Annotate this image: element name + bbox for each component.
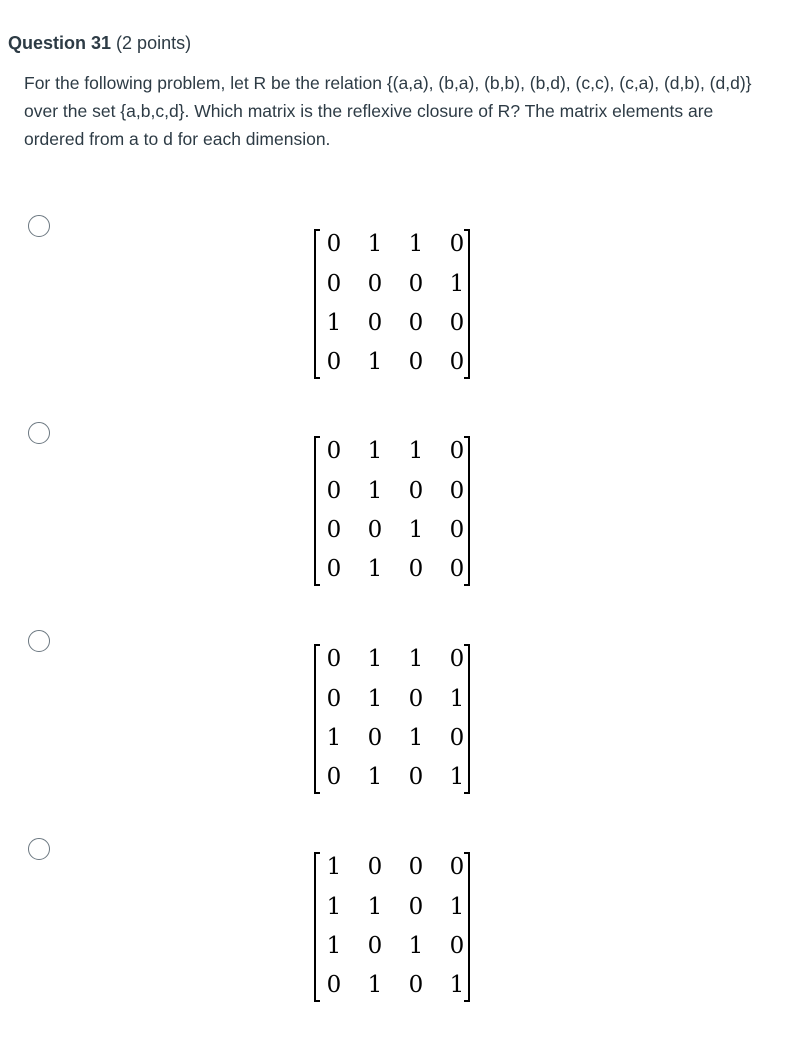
matrix-cell: 1 [408, 725, 424, 751]
matrix-cell: 1 [367, 438, 383, 464]
matrix-cell: 0 [408, 854, 424, 880]
answer-option[interactable] [0, 630, 797, 800]
matrix-cell: 0 [326, 972, 342, 998]
matrix-cell: 0 [449, 646, 465, 672]
matrix-cell: 0 [408, 478, 424, 504]
question-number: Question 31 [8, 33, 112, 53]
matrix-cell: 0 [408, 972, 424, 998]
matrix-left-bracket [314, 644, 320, 794]
matrix-cell: 1 [408, 646, 424, 672]
question-header [8, 31, 191, 55]
matrix-cell: 0 [367, 854, 383, 880]
matrix-cell: 1 [326, 933, 342, 959]
matrix-cell: 0 [449, 231, 465, 257]
question-text: For the following problem, let R be the relation {(a,a), (b,a), (b,b), (b,d), (c,c), (c,a), (d,b), (d,d)} over the set {a,b,c,d}. Which matrix is the reflexive closure of R? The matrix elements are ordered from a to d for each dimension. [24, 73, 752, 149]
answer-matrix [314, 644, 470, 796]
answer-radio-button[interactable] [28, 215, 50, 237]
matrix-left-bracket [314, 852, 320, 1002]
matrix-cell: 0 [326, 556, 342, 582]
matrix-cell: 1 [326, 854, 342, 880]
question-points: (2 points) [116, 33, 192, 53]
matrix-cell: 1 [408, 438, 424, 464]
matrix-cell: 0 [449, 933, 465, 959]
answer-option[interactable] [0, 215, 797, 385]
matrix-cell: 1 [367, 972, 383, 998]
matrix-cell: 0 [367, 933, 383, 959]
answer-option[interactable] [0, 838, 797, 1008]
answer-option[interactable] [0, 422, 797, 592]
matrix-cell: 0 [449, 725, 465, 751]
matrix-cell: 0 [449, 349, 465, 375]
answer-matrix [314, 436, 470, 588]
matrix-cell: 1 [449, 686, 465, 712]
matrix-cell: 1 [367, 894, 383, 920]
matrix-left-bracket [314, 436, 320, 586]
matrix-cell: 1 [449, 894, 465, 920]
matrix-cell: 0 [449, 438, 465, 464]
matrix-cell: 1 [367, 686, 383, 712]
matrix-cell: 1 [367, 764, 383, 790]
matrix-cell: 0 [326, 438, 342, 464]
matrix-cell: 0 [408, 349, 424, 375]
matrix-cell: 0 [326, 646, 342, 672]
answer-matrix [314, 229, 470, 381]
matrix-cell: 1 [449, 972, 465, 998]
matrix-cell: 1 [408, 933, 424, 959]
matrix-cell: 0 [408, 310, 424, 336]
matrix-cell: 1 [326, 725, 342, 751]
matrix-cell: 1 [367, 231, 383, 257]
matrix-cell: 1 [326, 310, 342, 336]
matrix-cell: 1 [326, 894, 342, 920]
matrix-cell: 0 [367, 271, 383, 297]
matrix-cell: 0 [367, 310, 383, 336]
answer-radio-button[interactable] [28, 422, 50, 444]
matrix-cell: 0 [326, 517, 342, 543]
matrix-cell: 0 [449, 310, 465, 336]
matrix-cell: 0 [408, 686, 424, 712]
matrix-cell: 1 [367, 478, 383, 504]
matrix-cell: 0 [408, 556, 424, 582]
matrix-cell: 0 [326, 764, 342, 790]
matrix-cell: 0 [326, 271, 342, 297]
matrix-cell: 0 [449, 478, 465, 504]
matrix-cell: 0 [408, 764, 424, 790]
matrix-cell: 0 [449, 556, 465, 582]
matrix-left-bracket [314, 229, 320, 379]
answer-radio-button[interactable] [28, 838, 50, 860]
matrix-cell: 0 [326, 231, 342, 257]
answer-matrix [314, 852, 470, 1004]
matrix-cell: 0 [326, 686, 342, 712]
answer-radio-button[interactable] [28, 630, 50, 652]
matrix-cell: 0 [367, 517, 383, 543]
matrix-cell: 0 [449, 854, 465, 880]
matrix-cell: 0 [408, 271, 424, 297]
matrix-cell: 0 [367, 725, 383, 751]
matrix-cell: 1 [449, 764, 465, 790]
matrix-cell: 1 [367, 556, 383, 582]
matrix-cell: 0 [326, 478, 342, 504]
matrix-cell: 1 [367, 646, 383, 672]
matrix-cell: 1 [367, 349, 383, 375]
matrix-cell: 1 [449, 271, 465, 297]
matrix-cell: 0 [326, 349, 342, 375]
matrix-cell: 1 [408, 517, 424, 543]
matrix-cell: 0 [449, 517, 465, 543]
matrix-cell: 1 [408, 231, 424, 257]
matrix-cell: 0 [408, 894, 424, 920]
